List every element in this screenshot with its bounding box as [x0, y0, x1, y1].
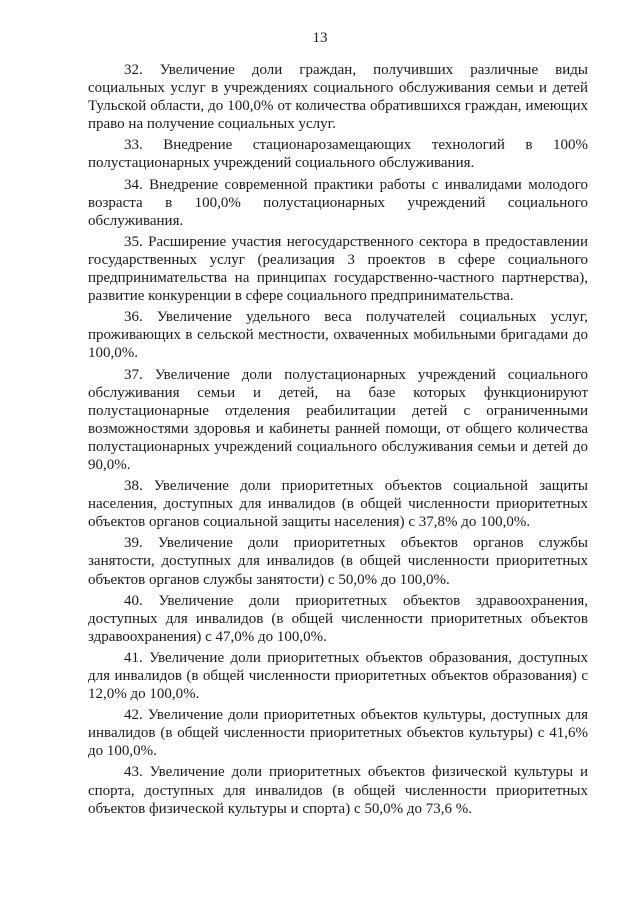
paragraph-35: 35. Расширение участия негосударственного сектора в предоставлении государственных услуг (реализация 3 проектов в сфере социального предпринимательства на принципах государственно-частного партнерства), развитие конкуренции в сфере социального предпринимательства.: [88, 233, 588, 305]
paragraph-42: 42. Увеличение доли приоритетных объектов культуры, доступных для инвалидов (в общей численности приоритетных объектов культуры) с 41,6% до 100,0%.: [88, 707, 588, 760]
paragraph-43: 43. Увеличение доли приоритетных объектов физической культуры и спорта, доступных для инвалидов (в общей численности приоритетных объектов физической культуры и спорта) с 50,0% до 73,6 %.: [88, 764, 588, 817]
paragraph-39: 39. Увеличение доли приоритетных объектов органов службы занятости, доступных для инвалидов (в общей численности приоритетных объектов органов службы занятости) с 50,0% до 100,0%.: [88, 535, 588, 588]
paragraph-40: 40. Увеличение доли приоритетных объектов здравоохранения, доступных для инвалидов (в общей численности приоритетных объектов здравоохранения) с 47,0% до 100,0%.: [88, 592, 588, 645]
paragraph-32: 32. Увеличение доли граждан, получивших различные виды социальных услуг в учреждениях социального обслуживания семьи и детей Тульской области, до 100,0% от количества обратившихся граждан, имеющих право на получение социальных услуг.: [88, 62, 588, 133]
paragraph-33: 33. Внедрение стационарозамещающих технологий в 100% полустационарных учреждений социального обслуживания.: [88, 137, 588, 172]
page-number: 13: [312, 30, 328, 46]
paragraph-34: 34. Внедрение современной практики работы с инвалидами молодого возраста в 100,0% полустационарных учреждений социального обслуживания.: [88, 176, 588, 229]
paragraph-37: 37. Увеличение доли полустационарных учреждений социального обслуживания семьи и детей, на базе которых функционируют полустационарные отделения реабилитации детей с ограниченными возможностями здоровья и кабинеты ранней помощи, от общего количества полустационарных учреждений социального обслуживания семьи и детей до 90,0%.: [88, 366, 588, 473]
paragraph-38: 38. Увеличение доли приоритетных объектов социальной защиты населения, доступных для инвалидов (в общей численности приоритетных объектов органов социальной защиты населения) с 37,8% до 100,0%.: [88, 478, 588, 531]
document-body: [88, 61, 588, 821]
paragraph-41: 41. Увеличение доли приоритетных объектов образования, доступных для инвалидов (в общей численности приоритетных объектов образования) с 12,0% до 100,0%.: [88, 649, 588, 703]
paragraph-36: 36. Увеличение удельного веса получателей социальных услуг, проживающих в сельской местности, охваченных мобильными бригадами до 100,0%.: [88, 309, 588, 362]
